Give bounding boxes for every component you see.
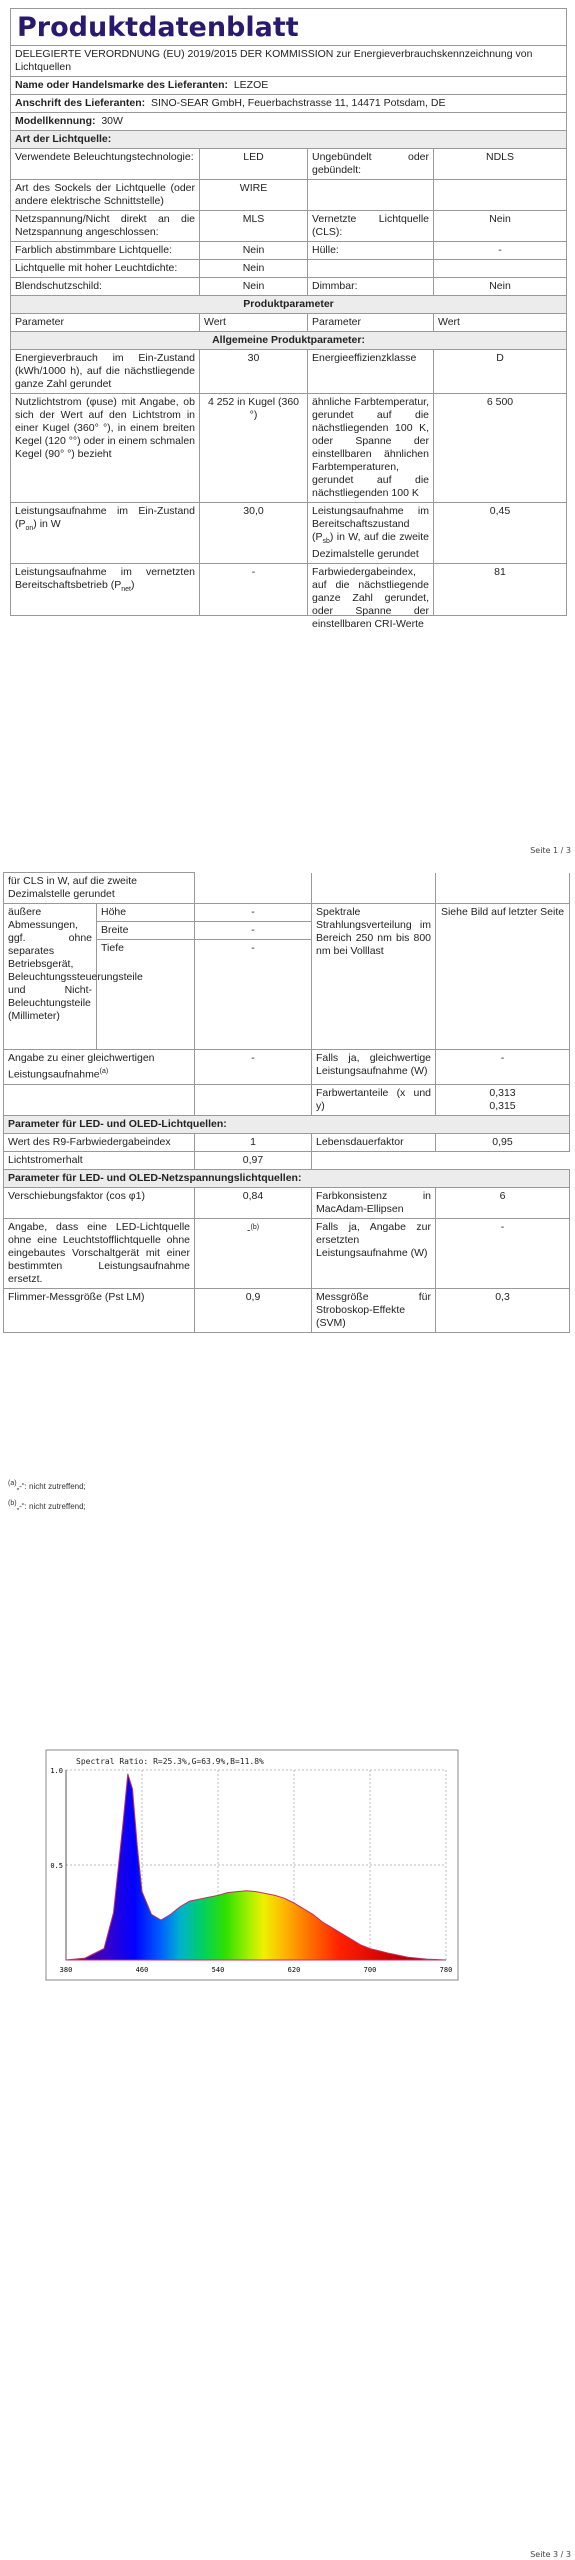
model-id: 30W [101,115,123,127]
empty-cell [308,260,434,278]
tech-value: LED [200,149,308,180]
table-row [11,180,567,211]
mains-label: Netzspannung/Nicht direkt an die Netzspannung angeschlossen: [11,211,200,242]
x-tick-label: 620 [287,1966,301,1974]
model-label: Modellkennung: [15,115,96,127]
x-tick-label: 700 [363,1966,377,1974]
empty-cell [312,1151,570,1169]
replacement-claim-value: -$^{(b)}$ [195,1218,312,1288]
flicker-value: 0,9 [195,1288,312,1332]
col-value: Wert [434,314,567,332]
flicker-label: Flimmer-Messgröße (Pst LM) [4,1288,195,1332]
page-title: Produktdatenblatt [11,9,567,46]
y-tick-label: 0.5 [50,1862,63,1870]
page-2 [0,860,575,1730]
table-row [4,1288,570,1332]
displacement-factor-label: Verschiebungsfaktor (cos φ1) [4,1187,195,1218]
width-label: Breite [97,922,195,940]
empty-cell [434,180,567,211]
cls-label: Vernetzte Lichtquelle (CLS): [308,211,434,242]
light-source-type-header: Art der Lichtquelle: [11,131,567,149]
empty-cell [195,873,312,904]
chromaticity-label: Farbwertanteile (x und y) [312,1084,436,1115]
page-3 [0,1730,575,2560]
dimmable-value: Nein [434,278,567,296]
product-params-continued-table [3,872,570,1333]
x-tick-label: 380 [59,1966,73,1974]
standby-power-value: 0,45 [434,503,567,564]
table-row [4,1151,570,1169]
networked-standby-label: Leistungsaufnahme im vernetzten Bereitschaftsbetrieb $(P_{net})$ [11,564,200,616]
on-mode-power-value: 30,0 [200,503,308,564]
color-tunable-label: Farblich abstimmbare Lichtquelle: [11,242,200,260]
equivalent-power-value: - [436,1050,570,1085]
cct-value: 6 500 [434,394,567,503]
tech-label: Verwendete Beleuchtungstechnologie: [11,149,200,180]
energy-consumption-value: 30 [200,350,308,394]
r9-label: Wert des R9-Farbwiedergabeindex [4,1133,195,1151]
page-number: Seite 3 / 3 [530,2550,571,2559]
spectral-distribution-chart [46,1750,458,1980]
table-row [4,873,570,904]
colour-consistency-label: Farbkonsistenz in MacAdam-Ellipsen [312,1187,436,1218]
table-row [11,394,567,503]
chart-title: Spectral Ratio: R=25.3%,G=63.9%,B=11.8% [76,1757,264,1766]
energy-class-label: Energieeffizienzklasse [308,350,434,394]
y-tick-label: 1.0 [50,1767,63,1775]
replacement-claim-label: Angabe, dass eine LED-Lichtquelle ohne eine Leuchtstofflichtquelle ohne eingebautes Vorschaltgerät mit einer bestimmten Leistungsaufnahme ersetzt. [4,1218,195,1288]
energy-class-value: D [434,350,567,394]
empty-cell [4,1084,195,1115]
supplier-name-label: Name oder Handelsmarke des Lieferanten: [15,79,228,91]
spectral-distribution-label: Spektrale Strahlungsverteilung im Bereich 250 nm bis 800 nm bei Volllast [312,904,436,1050]
table-row [4,1218,570,1288]
displacement-factor-value: 0,84 [195,1187,312,1218]
x-tick-label: 780 [439,1966,453,1974]
x-tick-label: 540 [211,1966,225,1974]
column-header-row [11,314,567,332]
table-row [11,242,567,260]
high-luminance-label: Lichtquelle mit hoher Leuchtdichte: [11,260,200,278]
anti-glare-label: Blendschutzschild: [11,278,200,296]
product-info-table [10,8,567,631]
useful-flux-label: Nutzlichtstrom (φuse) mit Angabe, ob sich der Wert auf den Lichtstrom in einer Kugel (360° °), in einem breiten Kegel (120 °°) oder in einem schmalen Kegel (90° °) bezieht [11,394,200,503]
stroboscopic-value: 0,3 [436,1288,570,1332]
supplier-address-label: Anschrift des Lieferanten: [15,97,146,109]
directional-value: NDLS [434,149,567,180]
equivalent-power-claim-value: - [195,1050,312,1085]
cap-type-value: WIRE [200,180,308,211]
replacement-power-label: Falls ja, Angabe zur ersetzten Leistungsaufnahme (W) [312,1218,436,1288]
envelope-label: Hülle: [308,242,434,260]
r9-value: 1 [195,1133,312,1151]
table-row [11,278,567,296]
equivalent-power-claim-label: Angabe zu einer gleichwertigen Leistungsaufnahme$^{(a)}$ [4,1050,195,1085]
cri-label: Farbwiedergabeindex, auf die nächstliegende ganze Zahl gerundet, oder Spanne der einstellbaren CRI-Werte [308,564,434,616]
depth-value: - [195,940,312,1050]
directional-label: Ungebündelt oder gebündelt: [308,149,434,180]
dimensions-label: äußere Abmessungen, ggf. ohne separates Betriebsgerät, Beleuchtungssteuerungsteile und Nicht-Beleuchtungsteile (Millimeter) [4,904,97,1050]
empty-cell [308,180,434,211]
networked-standby-value: - [200,564,308,616]
mains-params-header: Parameter für LED- und OLED-Netzspannungslichtquellen: [4,1169,570,1187]
col-value: Wert [200,314,308,332]
cls-standby-continued-label: für CLS in W, auf die zweite Dezimalstelle gerundet [4,873,195,904]
footnote-a: $^{(a)}$„-“: nicht zutreffend; [8,1480,86,1491]
table-row [11,260,567,278]
footnote-b: $^{(b)}$„-“: nicht zutreffend; [8,1500,86,1511]
table-row [11,564,567,616]
page-1 [0,0,575,860]
depth-label: Tiefe [97,940,195,1050]
useful-flux-value: 4 252 in Kugel (360 °) [200,394,308,503]
cls-value: Nein [434,211,567,242]
replacement-power-value: - [436,1218,570,1288]
supplier-name: LEZOE [233,79,269,91]
empty-cell [436,873,570,904]
table-row [11,350,567,394]
dimmable-label: Dimmbar: [308,278,434,296]
spectral-distribution-value: Siehe Bild auf letzter Seite [436,904,570,1050]
chromaticity-value: 0,313 0,315 [436,1084,570,1115]
general-params-header: Allgemeine Produktparameter: [11,332,567,350]
supplier-address-row [11,95,567,113]
cri-value: 81 [434,564,567,616]
standby-power-label: Leistungsaufnahme im Bereitschaftszustand $(P_{sb})$ in W, auf die zweite Dezimalstelle gerundet [308,503,434,564]
energy-consumption-label: Energieverbrauch im Ein-Zustand (kWh/1000 h), auf die nächstliegende ganze Zahl gerundet [11,350,200,394]
lifetime-factor-label: Lebensdauerfaktor [312,1133,436,1151]
stroboscopic-label: Messgröße für Stroboskop-Effekte (SVM) [312,1288,436,1332]
height-value: - [195,904,312,922]
color-tunable-value: Nein [200,242,308,260]
anti-glare-value: Nein [200,278,308,296]
table-row [11,149,567,180]
table-row [4,1050,570,1085]
col-param: Parameter [11,314,200,332]
cct-label: ähnliche Farbtemperatur, gerundet auf die nächstliegenden 100 K, oder Spanne der einstellbaren ähnlichen Farbtemperaturen, gerundet auf die nächstliegenden 100 K [308,394,434,503]
width-value: - [195,922,312,940]
envelope-value: - [434,242,567,260]
table-row [11,211,567,242]
mains-value: MLS [200,211,308,242]
table-row [4,1187,570,1218]
x-tick-label: 460 [135,1966,149,1974]
product-params-header: Produktparameter [11,296,567,314]
table-row [11,503,567,564]
table-row [4,904,570,922]
table-row [4,1084,570,1115]
led-oled-params-header: Parameter für LED- und OLED-Lichtquellen: [4,1115,570,1133]
colour-consistency-value: 6 [436,1187,570,1218]
table-row [4,1133,570,1151]
page-number: Seite 1 / 3 [530,846,571,855]
empty-cell [434,260,567,278]
cri-continued-label [312,873,436,904]
on-mode-power-label: Leistungsaufnahme im Ein-Zustand $(P_{on})$ in W [11,503,200,564]
supplier-address: SINO-SEAR GmbH, Feuerbachstrasse 11, 14471 Potsdam, DE [150,97,446,109]
lumen-maintenance-value: 0,97 [195,1151,312,1169]
lifetime-factor-value: 0,95 [436,1133,570,1151]
col-param: Parameter [308,314,434,332]
equivalent-power-label: Falls ja, gleichwertige Leistungsaufnahme (W) [312,1050,436,1085]
model-row [11,113,567,131]
lumen-maintenance-label: Lichtstromerhalt [4,1151,195,1169]
height-label: Höhe [97,904,195,922]
regulation-subtitle: DELEGIERTE VERORDNUNG (EU) 2019/2015 DER KOMMISSION zur Energieverbrauchskennzeichnung von Lichtquellen [11,46,567,77]
cap-type-label: Art des Sockels der Lichtquelle (oder andere elektrische Schnittstelle) [11,180,200,211]
high-luminance-value: Nein [200,260,308,278]
supplier-name-row [11,77,567,95]
empty-cell [195,1084,312,1115]
